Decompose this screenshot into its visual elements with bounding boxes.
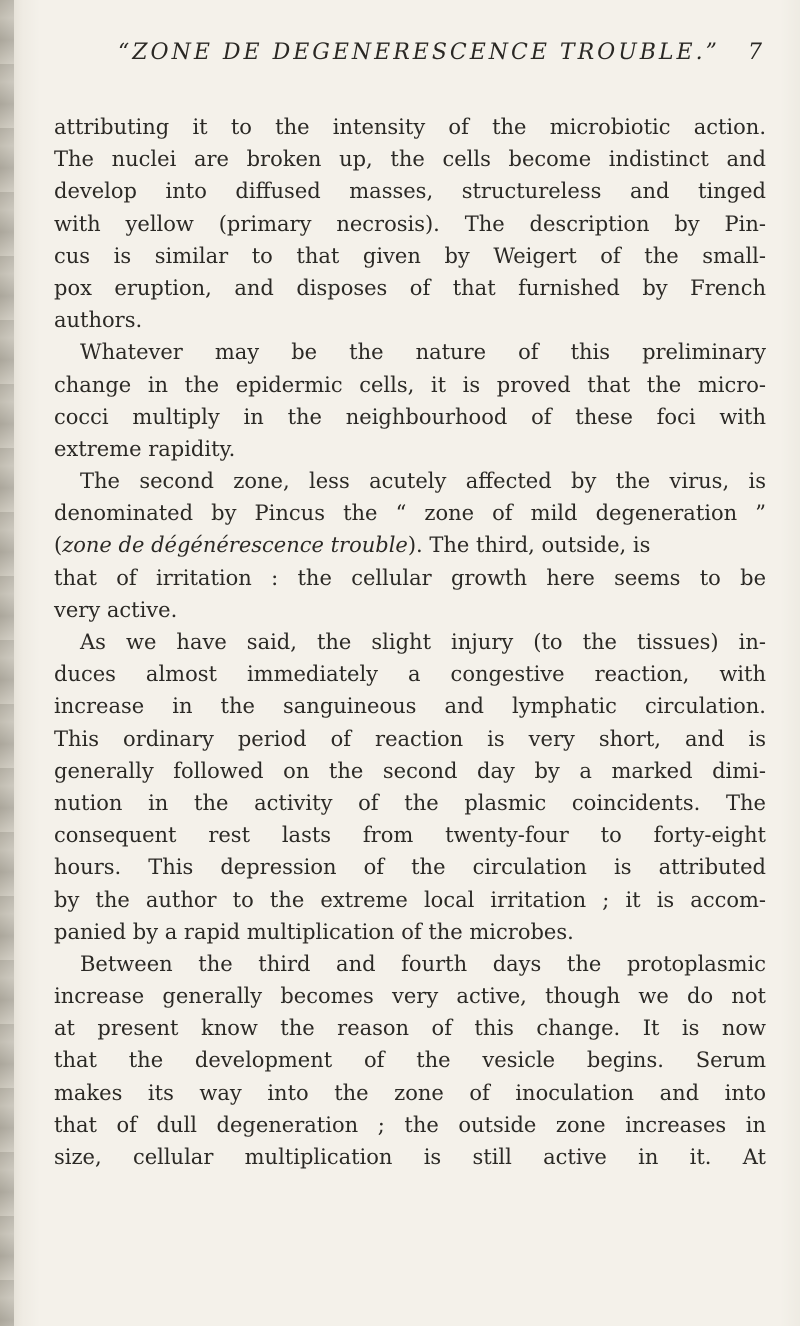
binding-edge <box>0 0 14 1326</box>
page-number: 7 <box>748 40 762 65</box>
text-line: increase in the sanguineous and lymphatic circulation. <box>54 694 766 719</box>
text-line: that the development of the vesicle begins. Serum <box>54 1048 766 1073</box>
text-line: makes its way into the zone of inoculation and into <box>54 1080 766 1105</box>
text-line: at present know the reason of this change. It is now <box>54 1016 766 1041</box>
text-line: cocci multiply in the neighbourhood of these foci with <box>54 404 766 429</box>
text-line: by the author to the extreme local irritation ; it is accom- <box>54 887 766 912</box>
italic-phrase: zone de dégénérescence trouble <box>62 533 408 558</box>
text-line: size, cellular multiplication is still active in it. At <box>54 1145 766 1169</box>
text-line: that of dull degeneration ; the outside zone increases in <box>54 1112 766 1137</box>
text-line: that of irritation : the cellular growth here seems to be <box>54 565 766 590</box>
text-line: The nuclei are broken up, the cells become indistinct and <box>54 147 766 172</box>
text-line: with yellow (primary necrosis). The description by Pin- <box>54 211 766 236</box>
line-rest: ). The third, outside, is <box>407 533 651 558</box>
text-line: Between the third and fourth days the protoplasmic <box>80 951 766 976</box>
text-line: duces almost immediately a congestive reaction, with <box>54 662 766 687</box>
text-line: panied by a rapid multiplication of the microbes. <box>54 919 574 944</box>
text-line: hours. This depression of the circulation is attributed <box>54 855 766 880</box>
running-head: “ZONE DE DEGENERESCENCE TROUBLE.” <box>118 40 720 65</box>
text-line: extreme rapidity. <box>54 436 236 461</box>
text-line: denominated by Pincus the “ zone of mild degeneration ” <box>54 501 766 526</box>
body-text <box>54 111 766 1173</box>
text-line: attributing it to the intensity of the microbiotic action. <box>54 115 766 139</box>
text-line: cus is similar to that given by Weigert of the small- <box>54 243 766 268</box>
text-line: increase generally becomes very active, though we do not <box>54 984 766 1009</box>
text-line: very active. <box>54 597 178 622</box>
text-line: This ordinary period of reaction is very short, and is <box>54 726 766 751</box>
text-line: Whatever may be the nature of this preliminary <box>80 340 766 365</box>
text-line: nution in the activity of the plasmic coincidents. The <box>54 790 766 815</box>
text-line: consequent rest lasts from twenty-four to forty-eight <box>54 823 766 848</box>
text-line: change in the epidermic cells, it is proved that the micro- <box>54 372 766 397</box>
text-line: develop into diffused masses, structureless and tinged <box>54 179 766 204</box>
paren-open: ( <box>54 533 63 558</box>
text-line: pox eruption, and disposes of that furnished by French <box>54 275 766 300</box>
text-line: generally followed on the second day by a marked dimi- <box>54 758 766 783</box>
text-line-with-italic <box>54 529 766 561</box>
text-line: As we have said, the slight injury (to the tissues) in- <box>80 630 766 654</box>
text-line: authors. <box>54 308 143 333</box>
text-line: The second zone, less acutely affected by the virus, is <box>80 469 766 494</box>
